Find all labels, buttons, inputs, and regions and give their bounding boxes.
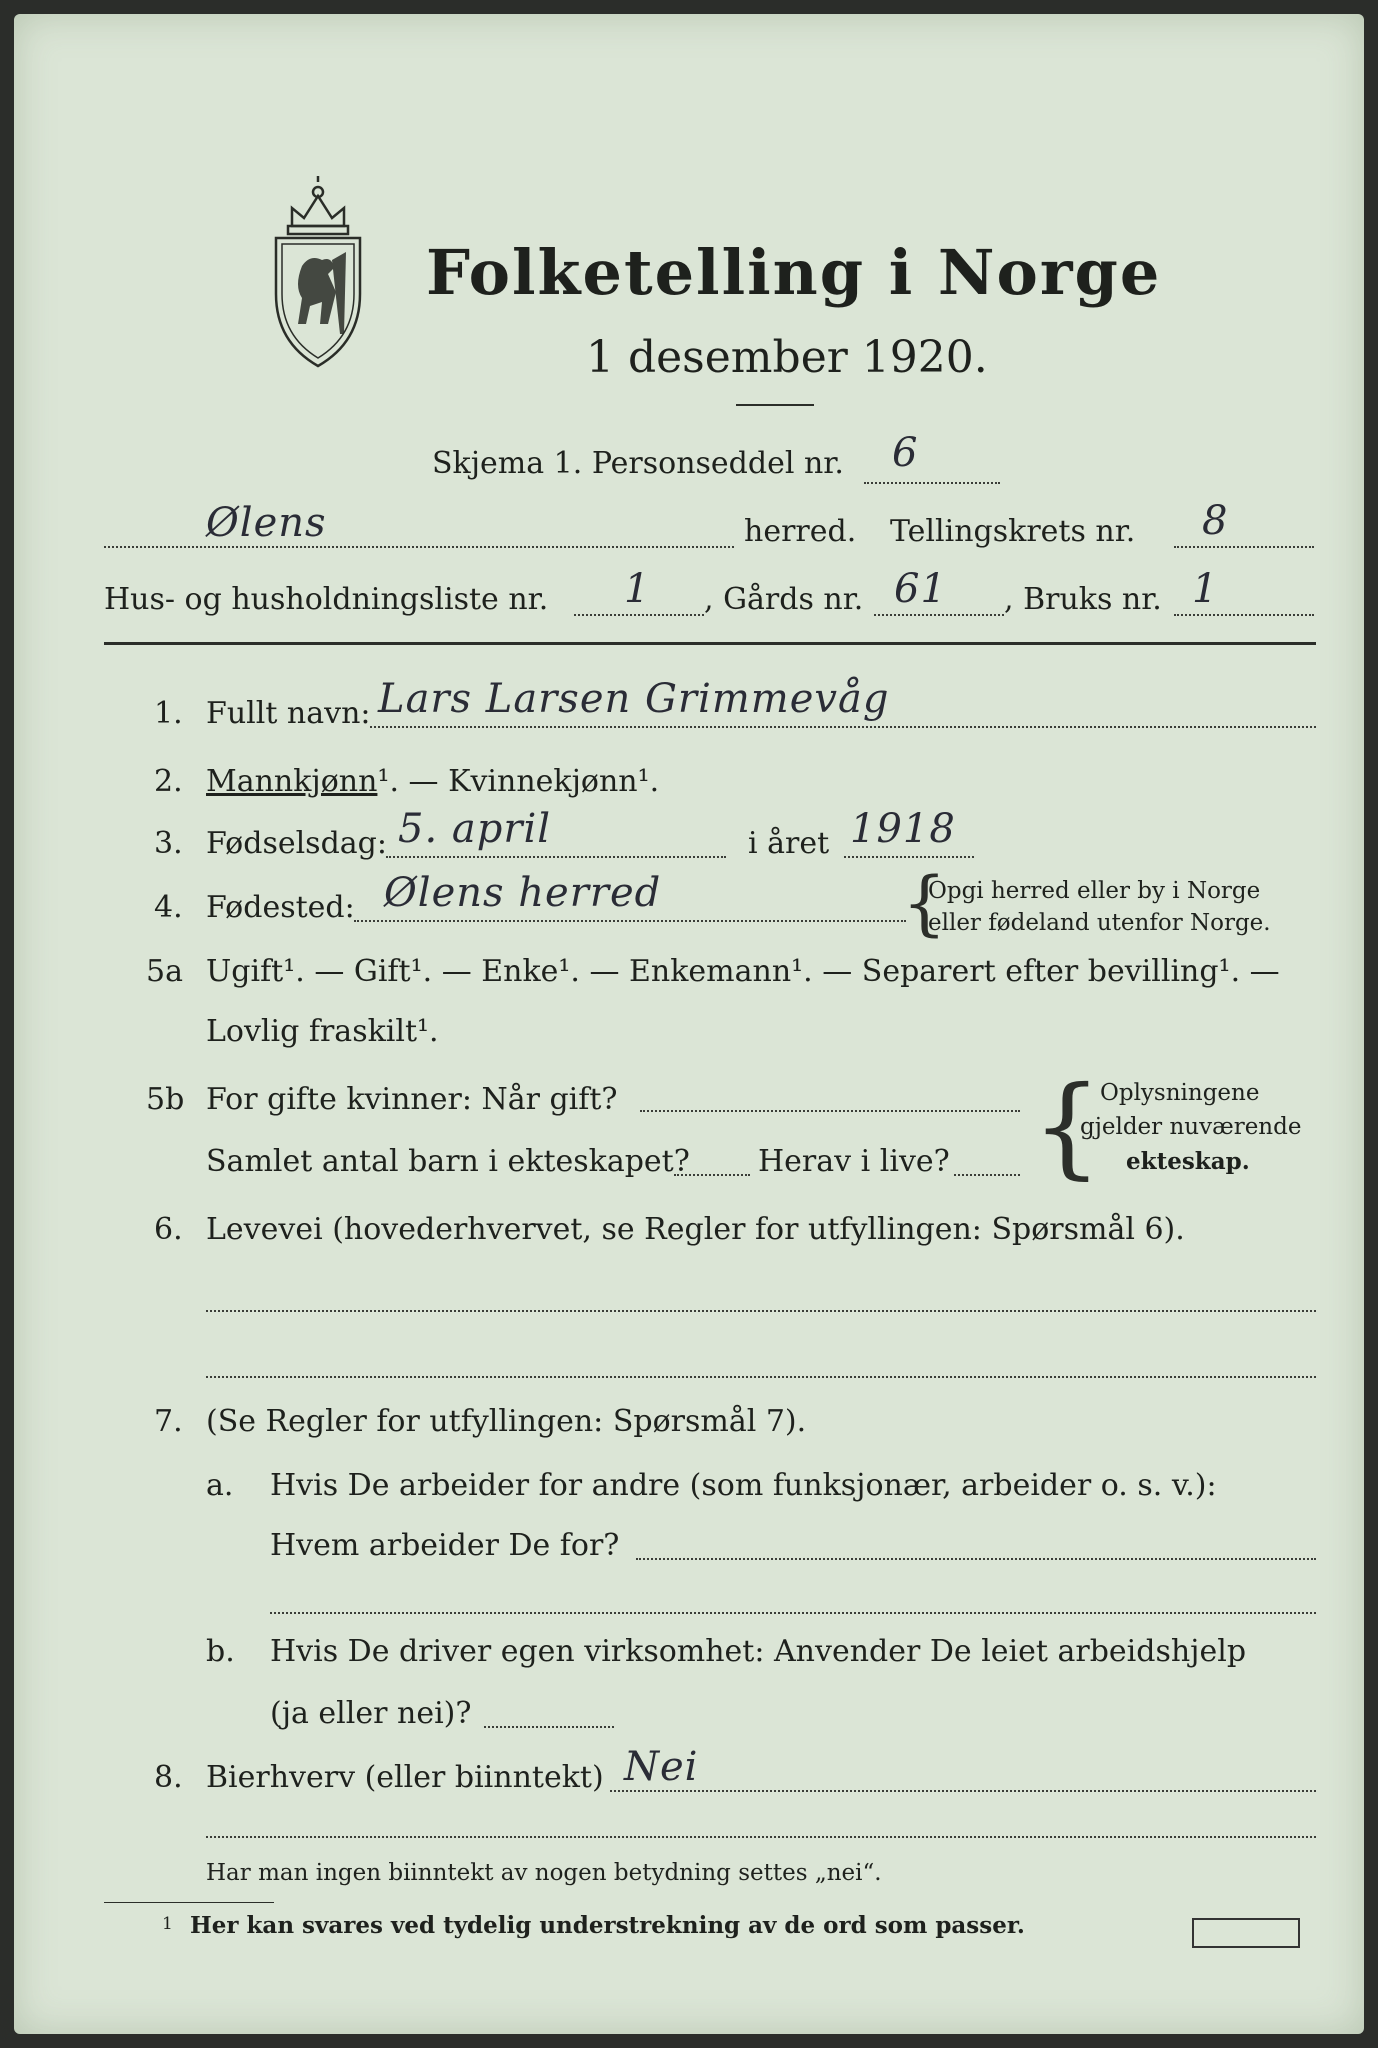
q3-year-line bbox=[844, 856, 974, 858]
q7-label: (Se Regler for utfyllingen: Spørsmål 7). bbox=[206, 1404, 807, 1439]
gards-line bbox=[874, 614, 1004, 616]
tellingskrets-label: Tellingskrets nr. bbox=[890, 514, 1136, 549]
q3-line bbox=[386, 856, 726, 858]
section-divider bbox=[104, 642, 1316, 645]
q5a-line2: Lovlig fraskilt¹. bbox=[206, 1014, 439, 1049]
q5b-children-label: Samlet antal barn i ekteskapet? bbox=[206, 1144, 690, 1179]
q5b-when-line bbox=[640, 1110, 1020, 1112]
bruks-value: 1 bbox=[1192, 566, 1219, 612]
tellingskrets-line bbox=[1174, 546, 1314, 548]
q7-number: 7. bbox=[154, 1404, 183, 1439]
q5b-number: 5b bbox=[146, 1082, 185, 1117]
q5b-note-line1: Oplysningene bbox=[1100, 1080, 1260, 1106]
q6-number: 6. bbox=[154, 1212, 183, 1247]
tellingskrets-value: 8 bbox=[1202, 498, 1229, 544]
footnote-divider bbox=[104, 1902, 274, 1903]
q1-label: Fullt navn: bbox=[206, 696, 371, 731]
q7a-line1: Hvis De arbeider for andre (som funksjonær, arbeider o. s. v.): bbox=[270, 1468, 1217, 1503]
q5b-note-line3: ekteskap. bbox=[1126, 1148, 1250, 1175]
q3-label: Fødselsdag: bbox=[206, 826, 387, 861]
bruks-label: , Bruks nr. bbox=[1004, 582, 1162, 617]
q5b-line1: For gifte kvinner: Når gift? bbox=[206, 1082, 618, 1117]
q7a-line2: Hvem arbeider De for? bbox=[270, 1528, 620, 1563]
q7a-line bbox=[636, 1558, 1316, 1560]
q7a-line-2 bbox=[270, 1612, 1316, 1614]
q3-number: 3. bbox=[154, 826, 183, 861]
q2-options bbox=[206, 764, 659, 799]
form-date: 1 desember 1920. bbox=[586, 332, 988, 383]
q3-year-label: i året bbox=[748, 826, 830, 861]
census-form bbox=[14, 14, 1364, 2034]
q8-line bbox=[610, 1790, 1316, 1792]
q4-value: Ølens herred bbox=[384, 870, 662, 916]
q4-note-line1: Opgi herred eller by i Norge bbox=[928, 878, 1261, 904]
q2-rest-options: ¹. — Kvinnekjønn¹. bbox=[377, 764, 660, 799]
herred-line bbox=[104, 546, 734, 548]
q5a-line1: Ugift¹. — Gift¹. — Enke¹. — Enkemann¹. — Separert efter bevilling¹. — bbox=[206, 954, 1280, 989]
q2-number: 2. bbox=[154, 764, 183, 799]
q7b-line1: Hvis De driver egen virksomhet: Anvender De leiet arbeidshjelp bbox=[270, 1634, 1247, 1669]
q5b-note-line2: gjelder nuværende bbox=[1080, 1114, 1302, 1140]
gards-label: , Gårds nr. bbox=[704, 582, 864, 617]
q4-note-line2: eller fødeland utenfor Norge. bbox=[928, 910, 1271, 936]
q1-line bbox=[370, 726, 1316, 728]
personseddel-value: 6 bbox=[892, 430, 919, 476]
title-divider bbox=[736, 404, 814, 406]
q1-value: Lars Larsen Grimmevåg bbox=[378, 676, 890, 722]
q7a-letter: a. bbox=[206, 1468, 234, 1503]
q8-value: Nei bbox=[624, 1744, 699, 1790]
q6-label: Levevei (hovederhvervet, se Regler for utfyllingen: Spørsmål 6). bbox=[206, 1212, 1185, 1247]
q4-label: Fødested: bbox=[206, 890, 355, 925]
q4-note-brace: { bbox=[902, 862, 947, 944]
q4-number: 4. bbox=[154, 890, 183, 925]
footnote-mark: 1 bbox=[162, 1914, 173, 1934]
q6-line-2 bbox=[206, 1376, 1316, 1378]
hus-value: 1 bbox=[624, 566, 651, 612]
form-title: Folketelling i Norge bbox=[426, 236, 1162, 309]
q2-male-option: Mannkjønn bbox=[206, 764, 378, 799]
q7b-line bbox=[484, 1726, 614, 1728]
bruks-line bbox=[1174, 614, 1314, 616]
q5b-alive-label: Herav i live? bbox=[758, 1144, 950, 1179]
q5b-note-brace: { bbox=[1032, 1062, 1102, 1190]
q1-number: 1. bbox=[154, 696, 183, 731]
q6-line-1 bbox=[206, 1310, 1316, 1312]
q8-label: Bierhverv (eller biinntekt) bbox=[206, 1760, 604, 1795]
personseddel-line bbox=[864, 482, 1000, 484]
q3-value: 5. april bbox=[398, 806, 552, 852]
herred-value: Ølens bbox=[206, 500, 327, 546]
hus-line bbox=[574, 614, 704, 616]
gards-value: 61 bbox=[894, 566, 947, 612]
printer-stamp-icon bbox=[1192, 1918, 1300, 1948]
footnote-text: Her kan svares ved tydelig understrekning av de ord som passer. bbox=[190, 1912, 1025, 1939]
q4-line bbox=[354, 920, 906, 922]
q3-year-value: 1918 bbox=[850, 806, 956, 852]
q7b-line2: (ja eller nei)? bbox=[270, 1696, 472, 1731]
q5b-children-line bbox=[674, 1174, 750, 1176]
footer-note: Har man ingen biinntekt av nogen betydning settes „nei“. bbox=[206, 1860, 882, 1886]
q8-line-2 bbox=[206, 1836, 1316, 1838]
norway-coat-of-arms-icon bbox=[262, 174, 374, 374]
q7b-letter: b. bbox=[206, 1634, 235, 1669]
q5b-alive-line bbox=[954, 1174, 1020, 1176]
herred-label: herred. bbox=[744, 514, 857, 549]
hus-label: Hus- og husholdningsliste nr. bbox=[104, 582, 549, 617]
schema-label: Skjema 1. Personseddel nr. bbox=[432, 446, 844, 481]
q8-number: 8. bbox=[154, 1760, 183, 1795]
q5a-number: 5a bbox=[146, 954, 183, 989]
